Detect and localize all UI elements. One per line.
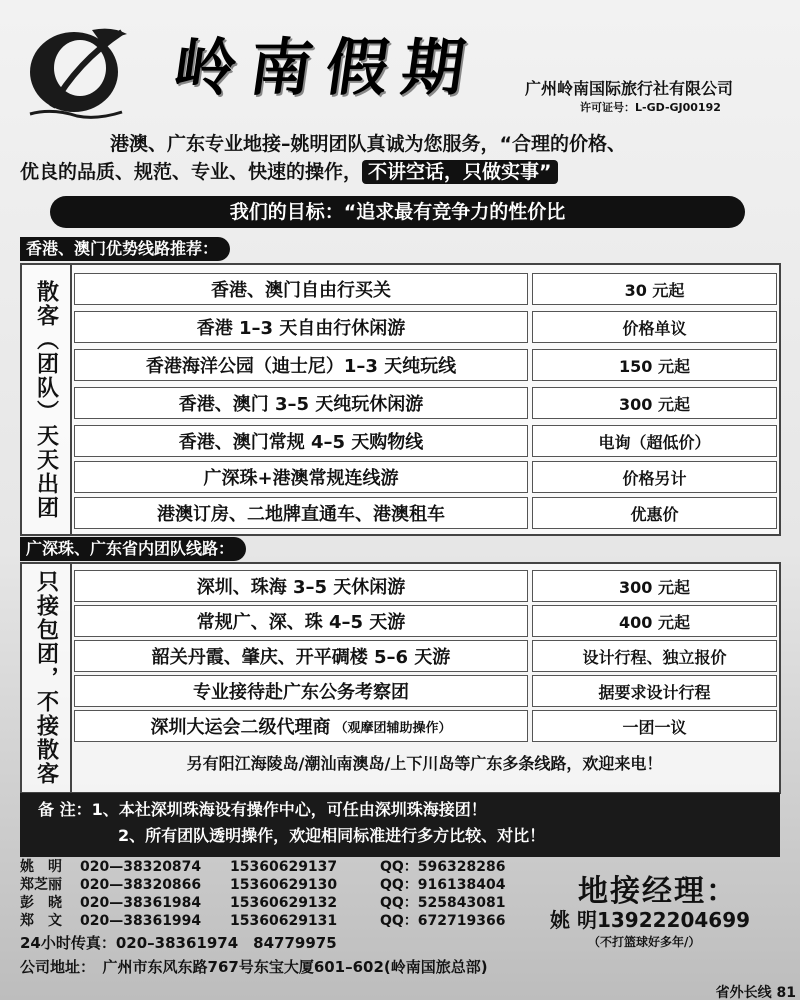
- route-price: 优惠价: [532, 497, 777, 529]
- section1-table: [20, 263, 781, 536]
- intro-line-2: [20, 158, 780, 186]
- goal-banner: 我们的目标：“追求最有竞争力的性价比: [50, 196, 745, 228]
- contact-name: 郑 文: [20, 913, 62, 929]
- contact-list: [20, 858, 540, 930]
- fax-line: 24小时传真：020–38361974 84779975: [20, 934, 337, 952]
- section1-side-label: [22, 265, 72, 534]
- intro-line-2-text: 优良的品质、规范、专业、快速的操作，: [20, 161, 363, 183]
- route-price: 电询（超低价）: [532, 425, 777, 457]
- contact-name: 彭 晓: [20, 895, 62, 911]
- route-name: [74, 710, 528, 742]
- route-price: 据要求设计行程: [532, 675, 777, 707]
- route-price: 150 元起: [532, 349, 777, 381]
- list-item: [20, 894, 540, 912]
- section2-table: [20, 562, 781, 794]
- brand-title: 岭南假期: [169, 31, 484, 104]
- manager-name-phone: 姚 明13922204699: [550, 908, 751, 932]
- route-name: 香港海洋公园（迪士尼）1–3 天纯玩线: [74, 349, 528, 381]
- notes-banner: [20, 793, 780, 857]
- logo-icon: [22, 22, 132, 122]
- list-item: [20, 876, 540, 894]
- intro-line-1: 港澳、广东专业地接–姚明团队真诚为您服务，“合理的价格、: [110, 133, 626, 155]
- contact-qq: QQ：525843081: [380, 895, 506, 911]
- route-price: 400 元起: [532, 605, 777, 637]
- route-name: 香港、澳门常规 4–5 天购物线: [74, 425, 528, 457]
- manager-title: 地接经理：: [578, 874, 738, 909]
- route-name: 广深珠+港澳常规连线游: [74, 461, 528, 493]
- manager-note: （不打篮球好多年/）: [588, 935, 701, 949]
- section2-side-label: [22, 564, 72, 792]
- page-footer: 省外长线 81: [715, 985, 796, 1001]
- company-address: 公司地址： 广州市东风东路767号东宝大厦601–602(岭南国旅总部): [20, 958, 488, 976]
- license-number: 许可证号：L-GD-GJ00192: [580, 101, 721, 114]
- route-name: 韶关丹霞、肇庆、开平碉楼 5–6 天游: [74, 640, 528, 672]
- contact-tel: 020—38320874: [80, 859, 202, 875]
- list-item: [20, 912, 540, 930]
- company-name: 广州岭南国际旅行社有限公司: [525, 79, 734, 98]
- contact-mobile: 15360629131: [230, 913, 338, 929]
- contact-name: 姚 明: [20, 859, 62, 875]
- intro-text: [20, 130, 780, 186]
- contact-tel: 020—38320866: [80, 877, 202, 893]
- route-name: 专业接待赴广东公务考察团: [74, 675, 528, 707]
- route-price: 设计行程、独立报价: [532, 640, 777, 672]
- intro-highlight: 不讲空话，只做实事”: [362, 160, 558, 184]
- route-name: 深圳、珠海 3–5 天休闲游: [74, 570, 528, 602]
- route-price: 一团一议: [532, 710, 777, 742]
- route-name: 常规广、深、珠 4–5 天游: [74, 605, 528, 637]
- route-price: 300 元起: [532, 387, 777, 419]
- contact-qq: QQ：672719366: [380, 913, 506, 929]
- route-name: 香港、澳门自由行买关: [74, 273, 528, 305]
- section2-side-text: 只接包团，不接散客: [33, 570, 59, 786]
- route-price: 30 元起: [532, 273, 777, 305]
- route-name-note: （观摩团辅助操作）: [334, 720, 452, 736]
- extra-routes-note: 另有阳江海陵岛/潮汕南澳岛/上下川岛等广东多条线路，欢迎来电！: [186, 753, 663, 773]
- route-name-text: 深圳大运会二级代理商: [150, 717, 331, 738]
- route-price: 价格单议: [532, 311, 777, 343]
- contact-tel: 020—38361984: [80, 895, 202, 911]
- route-price: 价格另计: [532, 461, 777, 493]
- contact-name: 郑芝丽: [20, 877, 62, 893]
- contact-tel: 020—38361994: [80, 913, 202, 929]
- section1-side-text: 散客（团队）天天出团: [33, 279, 59, 520]
- route-name: 香港 1–3 天自由行休闲游: [74, 311, 528, 343]
- section1-title: 香港、澳门优势线路推荐：: [20, 237, 230, 261]
- contact-mobile: 15360629130: [230, 877, 338, 893]
- list-item: [20, 858, 540, 876]
- contact-qq: QQ：596328286: [380, 859, 506, 875]
- route-price: 300 元起: [532, 570, 777, 602]
- route-name: 香港、澳门 3–5 天纯玩休闲游: [74, 387, 528, 419]
- note-1: 备 注：1、本社深圳珠海设有操作中心，可任由深圳珠海接团！: [38, 800, 487, 819]
- note-2: 2、所有团队透明操作，欢迎相同标准进行多方比较、对比！: [118, 826, 546, 845]
- contact-mobile: 15360629137: [230, 859, 338, 875]
- contact-qq: QQ：916138404: [380, 877, 506, 893]
- section2-title: 广深珠、广东省内团队线路：: [20, 537, 246, 561]
- route-name: 港澳订房、二地牌直通车、港澳租车: [74, 497, 528, 529]
- contact-mobile: 15360629132: [230, 895, 338, 911]
